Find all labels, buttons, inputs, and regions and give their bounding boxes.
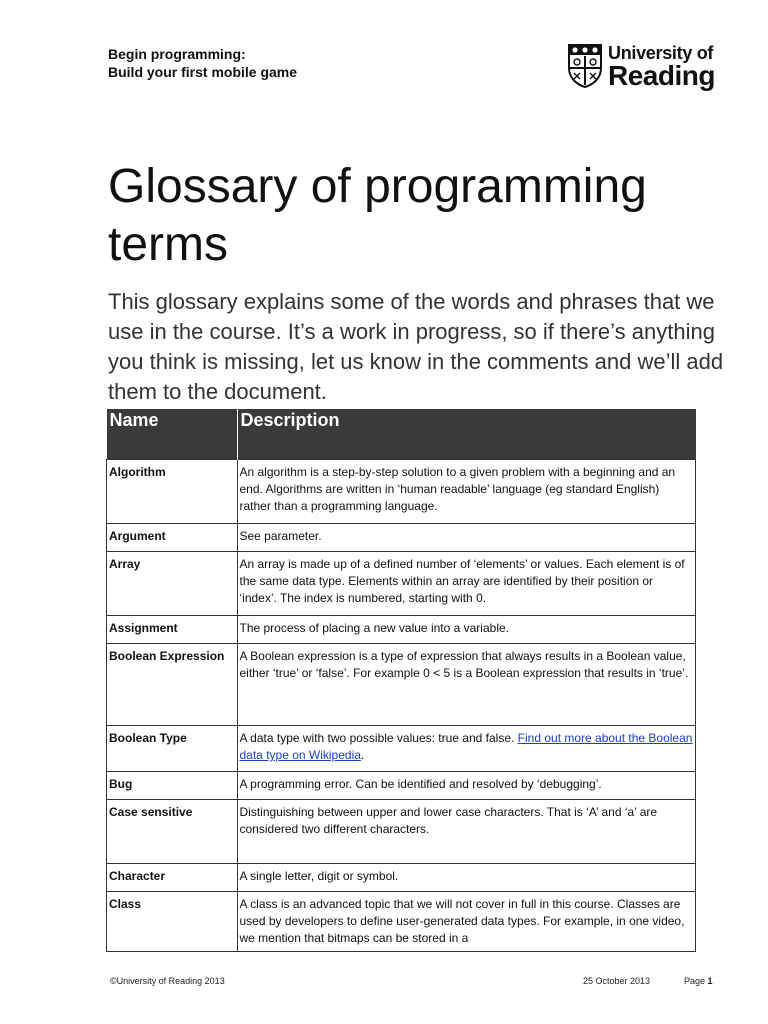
table-row	[107, 772, 696, 800]
logo-line2: Reading	[608, 60, 715, 91]
table-row	[107, 552, 696, 616]
term-cell: Bug	[107, 772, 238, 800]
table-row	[107, 864, 696, 892]
description-text: A data type with two possible values: true and false.	[239, 731, 515, 745]
term-cell: Argument	[107, 524, 238, 552]
column-header-description: Description	[237, 409, 696, 460]
description-cell: An array is made up of a defined number of ‘elements’ or values. Each element is of the same data type. Elements within an array are identified by their position or ‘index’. The index is numbered, starting with 0.	[237, 552, 696, 616]
term-cell: Array	[107, 552, 238, 616]
term-cell: Class	[107, 892, 238, 952]
glossary-table	[106, 409, 696, 952]
university-shield-icon	[568, 44, 602, 88]
term-cell: Algorithm	[107, 460, 238, 524]
description-cell: The process of placing a new value into a variable.	[237, 616, 696, 644]
footer-page	[684, 976, 713, 986]
column-header-name: Name	[107, 409, 238, 460]
table-row	[107, 800, 696, 864]
table-row	[107, 726, 696, 772]
description-cell: Distinguishing between upper and lower case characters. That is ‘A’ and ‘a’ are considered two different characters.	[237, 800, 696, 864]
description-cell: See parameter.	[237, 524, 696, 552]
description-cell: An algorithm is a step-by-step solution to a given problem with a beginning and an end. Algorithms are written in ‘human readable’ language (eg standard English) rather than a programming language.	[237, 460, 696, 524]
term-cell: Assignment	[107, 616, 238, 644]
intro-paragraph: This glossary explains some of the words and phrases that we use in the course. It’s a work in progress, so if there’s anything you think is missing, let us know in the comments and we’ll add them to the document.	[108, 289, 724, 404]
university-logo	[568, 44, 715, 90]
term-cell: Character	[107, 864, 238, 892]
term-cell: Boolean Expression	[107, 644, 238, 726]
description-cell: A Boolean expression is a type of expression that always results in a Boolean value, either ‘true’ or ‘false’. For example 0 < 5 is a Boolean expression that results in ‘true’.	[237, 644, 696, 726]
table-row	[107, 460, 696, 524]
table-row	[107, 616, 696, 644]
page-label: Page	[684, 976, 706, 986]
table-row	[107, 892, 696, 952]
description-cell: A class is an advanced topic that we will not cover in full in this course. Classes are used by developers to define user-generated data types. For example, in one video, we mention that bitmaps can be stored in a	[237, 892, 696, 952]
description-cell	[237, 726, 696, 772]
description-cell: A programming error. Can be identified and resolved by ‘debugging’.	[237, 772, 696, 800]
footer-copyright: ©University of Reading 2013	[110, 976, 225, 986]
table-row	[107, 644, 696, 726]
footer-date: 25 October 2013	[583, 976, 651, 986]
page-number: 1	[707, 976, 713, 986]
wikipedia-boolean-link[interactable]: Find out more about the Boolean data type on Wikipedia	[239, 731, 693, 762]
term-cell: Case sensitive	[107, 800, 238, 864]
term-cell: Boolean Type	[107, 726, 238, 772]
description-suffix: .	[360, 748, 365, 762]
logo-line1: University of	[608, 43, 714, 63]
course-title	[108, 45, 297, 81]
table-header-row	[107, 409, 696, 460]
course-title-line2: Build your first mobile game	[108, 64, 298, 80]
course-title-line1: Begin programming:	[108, 46, 246, 62]
page-title: Glossary of programming terms	[108, 160, 647, 271]
table-row	[107, 524, 696, 552]
description-cell: A single letter, digit or symbol.	[237, 864, 696, 892]
